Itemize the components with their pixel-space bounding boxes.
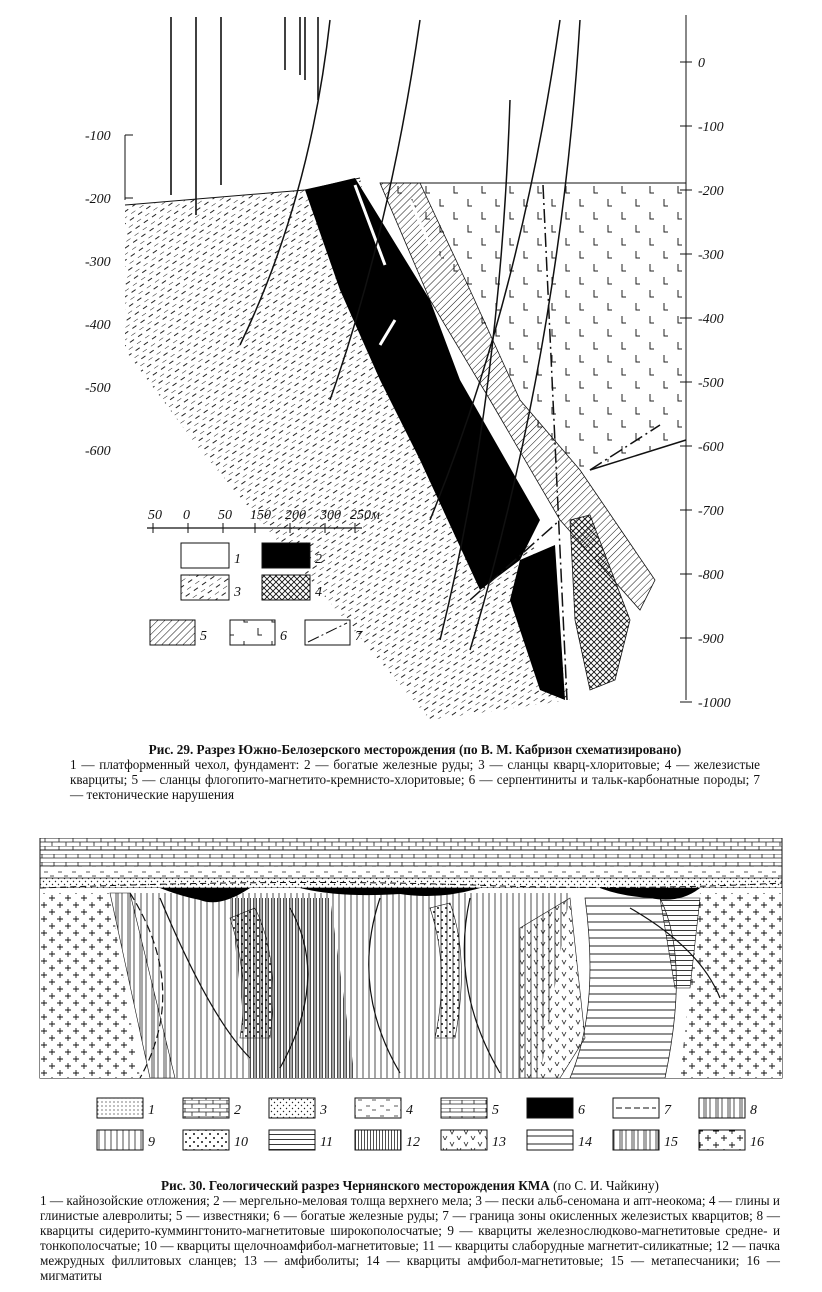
right-axis-label: -200 <box>698 184 724 199</box>
legend-swatch <box>355 1098 401 1118</box>
legend-number: 6 <box>578 1103 585 1118</box>
legend-number: 2 <box>234 1103 241 1118</box>
legend-swatch <box>441 1098 487 1118</box>
legend-number: 7 <box>664 1103 671 1118</box>
legend-swatch <box>269 1098 315 1118</box>
legend-number: 5 <box>200 629 207 644</box>
legend-swatch <box>699 1098 745 1118</box>
scale-label: 250м <box>350 508 380 523</box>
legend-swatch <box>613 1130 659 1150</box>
legend-number: 3 <box>320 1103 327 1118</box>
legend-number: 15 <box>664 1135 678 1150</box>
figure-30-legend <box>0 1092 822 1152</box>
legend-number: 10 <box>234 1135 248 1150</box>
right-axis-label: -900 <box>698 632 724 647</box>
scale-label: 300 <box>320 508 341 523</box>
legend-number: 7 <box>355 629 362 644</box>
legend-number: 16 <box>750 1135 764 1150</box>
scale-label: 50 <box>148 508 162 523</box>
legend-swatch <box>269 1130 315 1150</box>
legend-number: 14 <box>578 1135 592 1150</box>
legend-number: 12 <box>406 1135 420 1150</box>
legend-number: 13 <box>492 1135 506 1150</box>
figure-30-caption <box>40 1178 780 1283</box>
right-axis-label: -800 <box>698 568 724 583</box>
legend-number: 3 <box>234 585 241 600</box>
legend-swatch <box>355 1130 401 1150</box>
left-axis-label: -300 <box>85 255 111 270</box>
unit-5-limestone <box>40 850 782 866</box>
legend-number: 4 <box>406 1103 413 1118</box>
legend-swatch <box>527 1130 573 1150</box>
scale-label: 200 <box>285 508 306 523</box>
right-axis-label: -500 <box>698 376 724 391</box>
legend-number: 9 <box>148 1135 155 1150</box>
right-axis-label: 0 <box>698 56 705 71</box>
figure-30-title: Рис. 30. Геологический разрез Чернянского месторождения КМА <box>161 1178 550 1193</box>
legend-number: 4 <box>315 585 322 600</box>
boreholes <box>171 17 318 215</box>
right-depth-axis <box>680 15 731 711</box>
figure-29-legend-text: 1 — платформенный чехол, фундамент: 2 — богатые железные руды; 3 — сланцы кварц-хлоритовые; 4 — железистые кварциты; 5 — сланцы флогопито-магнетито-кремнисто-хлоритовые; 6 — серпентиниты и тальк-карбонатные породы; 7 — тектонические нарушения <box>70 757 760 802</box>
legend-swatch <box>97 1098 143 1118</box>
legend-swatch <box>441 1130 487 1150</box>
unit-4-clay <box>40 866 782 878</box>
figure-29-title: Рис. 29. Разрез Южно-Белозерского месторождения (по В. М. Кабризон схематизировано) <box>148 742 682 757</box>
right-axis-label: -400 <box>698 312 724 327</box>
legend-number: 6 <box>280 629 287 644</box>
right-axis-label: -1000 <box>698 696 731 711</box>
legend-number: 11 <box>320 1135 333 1150</box>
unit-2-marl <box>40 838 782 850</box>
legend-number: 1 <box>234 552 241 567</box>
left-axis-label: -200 <box>85 192 111 207</box>
legend-number: 2 <box>315 552 322 567</box>
legend-swatch <box>97 1130 143 1150</box>
left-axis-label: -600 <box>85 444 111 459</box>
left-axis-label: -400 <box>85 318 111 333</box>
right-axis-label: -100 <box>698 120 724 135</box>
right-axis-label: -300 <box>698 248 724 263</box>
left-axis-label: -100 <box>85 129 111 144</box>
scale-label: 150 <box>250 508 271 523</box>
figure-30-cross-section <box>0 838 822 1088</box>
figure-30-author: (по С. И. Чайкину) <box>553 1178 659 1193</box>
legend-number: 5 <box>492 1103 499 1118</box>
figure-29-caption <box>70 742 760 802</box>
scale-label: 0 <box>183 508 190 523</box>
scale-label: 50 <box>218 508 232 523</box>
legend-number: 1 <box>148 1103 155 1118</box>
legend-swatch <box>183 1130 229 1150</box>
legend-number: 8 <box>750 1103 757 1118</box>
legend-swatch <box>699 1130 745 1150</box>
right-axis-label: -700 <box>698 504 724 519</box>
right-axis-label: -600 <box>698 440 724 455</box>
figure-30-legend-text: 1 — кайнозойские отложения; 2 — мергельно-меловая толща верхнего мела; 3 — пески альб-сеномана и апт-неокома; 4 — глины и глинистые алевролиты; 5 — известняки; 6 — богатые железные руды; 7 — граница зоны окисленных железистых кварцитов; 8 — кварциты сидерито-куммингтонито-магнетитовые широкополосчатые; 9 — кварциты железнослюдково-магнетитовые средне- и тонкополосчатые; 10 — кварциты щелочноамфибол-магнетитовые; 11 — кварциты слаборудные магнетит-силикатные; 12 — пачка межрудных филлитовых сланцев; 13 — амфиболиты; 14 — кварциты амфибол-магнетитовые; 15 — метапесчаники; 16 — мигматиты <box>40 1193 780 1283</box>
left-axis-label: -500 <box>85 381 111 396</box>
legend-swatch <box>183 1098 229 1118</box>
legend-swatch <box>527 1098 573 1118</box>
